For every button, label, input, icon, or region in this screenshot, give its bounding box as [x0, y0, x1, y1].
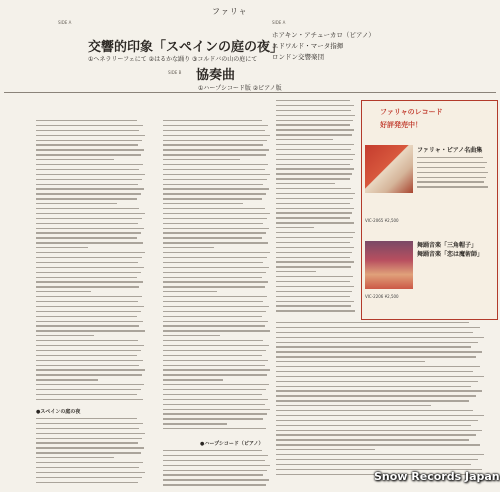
watermark: Snow Records Japan	[374, 470, 500, 483]
text-line	[276, 301, 354, 302]
text-line	[36, 477, 142, 478]
text-line	[276, 217, 350, 218]
text-line	[276, 242, 350, 243]
text-line	[36, 447, 144, 448]
text-line	[276, 178, 350, 179]
text-line	[163, 470, 267, 471]
text-line	[163, 159, 240, 160]
text-line	[36, 472, 145, 473]
text-line	[276, 247, 354, 248]
text-line	[36, 384, 144, 385]
text-line	[276, 105, 354, 106]
composer-name: ファリャ	[212, 7, 248, 16]
text-line	[163, 423, 227, 424]
text-line	[276, 261, 354, 262]
text-line	[36, 281, 143, 282]
text-line	[163, 281, 268, 282]
text-line	[276, 410, 473, 411]
text-line	[163, 252, 270, 253]
promo-heading: ファリャのレコード	[380, 108, 443, 116]
header-divider	[4, 92, 496, 93]
text-line	[163, 311, 266, 312]
text-line	[276, 296, 350, 297]
text-line	[163, 404, 265, 405]
text-line	[163, 188, 269, 189]
text-line	[276, 100, 350, 101]
text-line	[36, 325, 139, 326]
text-line	[163, 479, 269, 480]
text-line	[163, 474, 263, 475]
text-line	[36, 457, 114, 458]
text-line	[36, 350, 141, 351]
text-line	[36, 179, 142, 180]
text-line	[36, 355, 137, 356]
text-line	[276, 212, 352, 213]
text-line	[276, 159, 353, 160]
text-line	[36, 340, 138, 341]
text-line	[36, 120, 137, 121]
text-line	[276, 356, 476, 357]
text-line	[163, 394, 262, 395]
text-line	[36, 423, 143, 424]
text-line	[417, 162, 487, 163]
text-line	[163, 228, 269, 229]
performer-conductor: エドワルド・マータ指揮	[272, 42, 344, 50]
section-heading-harpsichord: ●ハープシコード（ピアノ）	[200, 441, 264, 447]
text-line	[276, 381, 478, 382]
promo-item-2-title	[417, 241, 483, 259]
text-line	[163, 409, 270, 410]
text-line	[36, 135, 145, 136]
text-line	[36, 130, 139, 131]
liner-notes-column-3	[276, 100, 356, 315]
album-cover-thumbnail-1	[365, 145, 413, 193]
text-line	[276, 444, 480, 445]
text-line	[276, 281, 350, 282]
text-line	[276, 208, 354, 209]
text-line	[36, 462, 143, 463]
text-line	[163, 149, 269, 150]
text-line	[276, 459, 478, 460]
text-line	[163, 350, 266, 351]
text-line	[36, 223, 138, 224]
text-line	[276, 257, 350, 258]
text-line	[163, 428, 266, 429]
text-line	[276, 183, 335, 184]
text-line	[163, 296, 267, 297]
text-line	[163, 193, 266, 194]
title-side-b: 協奏曲	[196, 68, 236, 83]
text-line	[36, 306, 144, 307]
text-line	[163, 369, 270, 370]
text-line	[36, 144, 138, 145]
text-line	[417, 172, 488, 173]
text-line	[163, 355, 262, 356]
text-line	[36, 208, 139, 209]
liner-notes-column-1b	[36, 418, 146, 486]
text-line	[36, 174, 145, 175]
text-line	[276, 454, 484, 455]
text-line	[276, 120, 353, 121]
text-line	[276, 154, 355, 155]
text-line	[163, 418, 263, 419]
text-line	[276, 366, 480, 367]
text-line	[163, 389, 266, 390]
text-line	[163, 325, 265, 326]
text-line	[276, 129, 354, 130]
movements-side-a: ①ヘネラリーフェにて ②はるかな踊り ③コルドバの山の庭にて	[88, 56, 258, 63]
text-line	[276, 346, 471, 347]
text-line	[276, 390, 482, 391]
text-line	[276, 168, 354, 169]
text-line	[276, 188, 351, 189]
text-line	[36, 159, 114, 160]
text-line	[276, 232, 355, 233]
text-line	[276, 198, 353, 199]
text-line	[36, 394, 137, 395]
text-line	[36, 237, 137, 238]
text-line	[36, 379, 98, 380]
text-line	[36, 247, 88, 248]
text-line	[163, 291, 217, 292]
text-line	[36, 267, 144, 268]
text-line	[163, 174, 270, 175]
text-line	[276, 271, 316, 272]
text-line	[163, 247, 214, 248]
text-line	[276, 164, 350, 165]
performer-pianist: ホアキン・アチューカロ（ピアノ）	[272, 31, 375, 39]
text-line	[163, 223, 263, 224]
text-line	[276, 305, 351, 306]
text-line	[276, 193, 355, 194]
text-line	[36, 257, 142, 258]
text-line	[163, 237, 262, 238]
promo-subheading: 好評発売中！	[380, 121, 422, 129]
text-line	[276, 430, 482, 431]
text-line	[163, 399, 268, 400]
text-line	[163, 203, 243, 204]
promo-item-2-catalog: VIC-2206 ¥2,500	[365, 294, 399, 299]
text-line	[163, 179, 267, 180]
liner-notes-column-2b	[163, 450, 271, 489]
text-line	[276, 149, 351, 150]
movements-side-b: ①ハープシコード版 ②ピアノ版	[198, 85, 282, 92]
text-line	[36, 213, 145, 214]
text-line	[163, 379, 223, 380]
text-line	[36, 242, 143, 243]
title-side-a: 交響的印象「スペインの庭の夜」	[88, 40, 284, 55]
text-line	[276, 222, 354, 223]
text-line	[276, 110, 351, 111]
text-line	[276, 371, 473, 372]
performer-orchestra: ロンドン交響楽団	[272, 53, 324, 61]
text-line	[36, 428, 139, 429]
text-line	[163, 144, 263, 145]
text-line	[276, 376, 484, 377]
text-line	[417, 181, 484, 182]
promo-item-2-title-line-2: 舞踊音楽「恋は魔術師」	[417, 251, 484, 258]
text-line	[36, 228, 144, 229]
text-line	[36, 164, 143, 165]
text-line	[163, 135, 270, 136]
text-line	[276, 361, 425, 362]
text-line	[276, 144, 354, 145]
text-line	[163, 460, 265, 461]
text-line	[276, 134, 352, 135]
text-line	[36, 335, 94, 336]
text-line	[163, 125, 268, 126]
text-line	[36, 316, 137, 317]
text-line	[417, 157, 483, 158]
side-b-label: SIDE B	[168, 70, 182, 75]
text-line	[36, 169, 139, 170]
text-line	[276, 237, 353, 238]
text-line	[163, 140, 267, 141]
text-line	[36, 188, 144, 189]
text-line	[163, 306, 269, 307]
text-line	[276, 337, 484, 338]
text-line	[163, 232, 266, 233]
promo-item-2-title-line-1: 舞踊音楽「三角帽子」	[417, 242, 478, 249]
text-line	[36, 452, 141, 453]
performer-credits	[272, 30, 375, 63]
liner-notes-column-2	[163, 120, 271, 433]
text-line	[163, 465, 270, 466]
text-line	[163, 120, 262, 121]
text-line	[36, 203, 117, 204]
text-line	[276, 425, 471, 426]
text-line	[36, 140, 142, 141]
text-line	[36, 311, 141, 312]
text-line	[276, 395, 476, 396]
text-line	[276, 227, 314, 228]
text-line	[163, 286, 265, 287]
text-line	[163, 267, 269, 268]
text-line	[36, 365, 139, 366]
text-line	[276, 420, 478, 421]
text-line	[36, 399, 143, 400]
text-line	[276, 173, 352, 174]
text-line	[36, 286, 139, 287]
text-line	[163, 450, 262, 451]
text-line	[276, 415, 484, 416]
text-line	[36, 389, 141, 390]
text-line	[163, 345, 269, 346]
text-line	[36, 433, 145, 434]
text-line	[163, 242, 268, 243]
text-line	[276, 464, 471, 465]
album-cover-thumbnail-2	[365, 241, 413, 289]
text-line	[163, 365, 265, 366]
text-line	[276, 322, 469, 323]
text-line	[36, 438, 142, 439]
text-line	[36, 277, 137, 278]
text-line	[276, 449, 375, 450]
text-line	[36, 467, 139, 468]
text-line	[36, 296, 142, 297]
text-line	[163, 413, 267, 414]
text-line	[163, 360, 268, 361]
text-line	[276, 386, 471, 387]
text-line	[276, 332, 473, 333]
text-line	[36, 154, 141, 155]
text-line	[417, 177, 486, 178]
text-line	[163, 384, 269, 385]
text-line	[163, 455, 268, 456]
promo-box	[361, 100, 498, 320]
promo-item-1-title: ファリャ・ピアノ名曲集	[417, 147, 483, 154]
text-line	[36, 193, 141, 194]
text-line	[36, 482, 138, 483]
text-line	[276, 291, 352, 292]
text-line	[276, 115, 355, 116]
text-line	[276, 203, 350, 204]
text-line	[163, 208, 265, 209]
side-a-label-right: SIDE A	[272, 20, 286, 25]
text-line	[36, 125, 143, 126]
text-line	[276, 286, 354, 287]
text-line	[163, 374, 267, 375]
text-line	[276, 276, 353, 277]
text-line	[276, 266, 351, 267]
side-a-label: SIDE A	[58, 20, 72, 25]
text-line	[36, 252, 145, 253]
text-line	[36, 301, 138, 302]
text-line	[36, 149, 144, 150]
text-line	[276, 439, 469, 440]
text-line	[36, 184, 138, 185]
section-heading-gardens: ●スペインの庭の夜	[36, 409, 81, 415]
text-line	[163, 169, 265, 170]
text-line	[276, 252, 352, 253]
text-line	[163, 272, 266, 273]
text-line	[163, 218, 267, 219]
text-line	[36, 262, 138, 263]
text-line	[163, 198, 262, 199]
text-line	[36, 291, 91, 292]
text-line	[276, 405, 431, 406]
text-line	[36, 374, 142, 375]
text-line	[163, 484, 266, 485]
text-line	[417, 186, 488, 187]
promo-item-1-tracklist	[417, 157, 489, 191]
text-line	[36, 442, 138, 443]
text-line	[276, 327, 480, 328]
text-line	[276, 342, 478, 343]
promo-item-1-catalog: VIC-2065 ¥2,500	[365, 218, 399, 223]
liner-notes-column-1	[36, 120, 146, 404]
text-line	[163, 316, 262, 317]
text-line	[163, 213, 270, 214]
text-line	[276, 139, 333, 140]
text-line	[163, 321, 268, 322]
text-line	[163, 330, 270, 331]
text-line	[276, 351, 482, 352]
text-line	[36, 369, 145, 370]
text-line	[163, 130, 265, 131]
text-line	[163, 262, 263, 263]
text-line	[163, 154, 266, 155]
text-line	[276, 310, 355, 311]
text-line	[36, 345, 144, 346]
text-line	[163, 164, 268, 165]
text-line	[417, 167, 485, 168]
text-line	[276, 434, 476, 435]
text-line	[36, 360, 143, 361]
text-line	[276, 400, 469, 401]
text-line	[36, 321, 143, 322]
text-line	[163, 335, 220, 336]
text-line	[36, 272, 141, 273]
text-line	[36, 232, 141, 233]
text-line	[163, 257, 267, 258]
text-line	[163, 340, 263, 341]
text-line	[163, 301, 263, 302]
text-line	[36, 218, 142, 219]
liner-notes-column-3b	[276, 322, 486, 479]
text-line	[163, 184, 263, 185]
text-line	[36, 330, 145, 331]
text-line	[163, 277, 262, 278]
text-line	[276, 124, 350, 125]
text-line	[36, 418, 137, 419]
text-line	[36, 198, 137, 199]
